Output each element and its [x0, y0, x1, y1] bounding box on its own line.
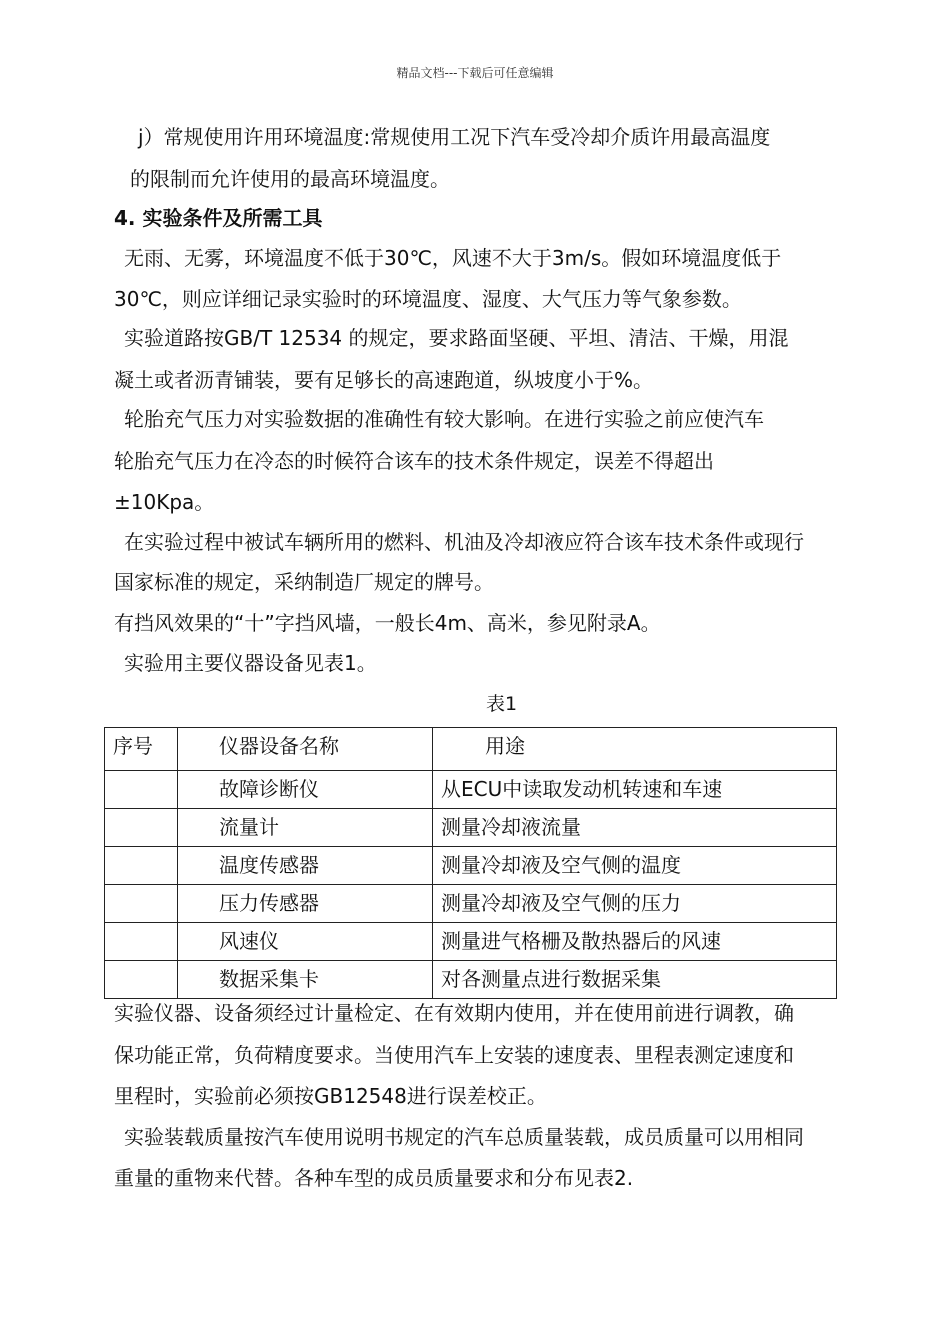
- header-cell: 序号: [105, 728, 178, 771]
- table-cell: 风速仪: [178, 923, 433, 961]
- paragraph-line: 凝土或者沥青铺装，要有足够长的高速跑道，纵坡度小于%。: [114, 368, 654, 392]
- paragraph-line: ±10Kpa。: [114, 490, 215, 514]
- table-header-row: [105, 728, 837, 771]
- table-cell: 压力传感器: [178, 885, 433, 923]
- table-row: [105, 809, 837, 847]
- paragraph-line: 实验用主要仪器设备见表1。: [124, 651, 377, 675]
- table-caption: 表1: [486, 693, 518, 715]
- table-cell: 测量冷却液及空气侧的温度: [433, 847, 837, 885]
- equipment-table: [104, 727, 837, 999]
- paragraph-line: 的限制而允许使用的最高环境温度。: [130, 167, 450, 191]
- paragraph-line: 在实验过程中被试车辆所用的燃料、机油及冷却液应符合该车技术条件或现行: [124, 530, 804, 554]
- page-header: 精品文档---下载后可任意编辑: [396, 66, 554, 80]
- section-heading: 4. 实验条件及所需工具: [114, 206, 323, 230]
- table-row: [105, 847, 837, 885]
- table-cell: 对各测量点进行数据采集: [433, 961, 837, 999]
- header-cell: 用途: [433, 728, 837, 771]
- paragraph-line: 保功能正常，负荷精度要求。当使用汽车上安装的速度表、里程表测定速度和: [114, 1043, 794, 1067]
- paragraph-line: j）常规使用许用环境温度:常规使用工况下汽车受冷却介质许用最高温度: [138, 125, 771, 149]
- table-cell: 流量计: [178, 809, 433, 847]
- paragraph-line: 里程时，实验前必须按GB12548进行误差校正。: [114, 1084, 547, 1108]
- paragraph-line: 30℃，则应详细记录实验时的环境温度、湿度、大气压力等气象参数。: [114, 287, 742, 311]
- paragraph-line: 有挡风效果的“十”字挡风墙，一般长4m、高米，参见附录A。: [114, 611, 661, 635]
- table-cell: [105, 809, 178, 847]
- paragraph-line: 实验仪器、设备须经过计量检定、在有效期内使用，并在使用前进行调教，确: [114, 1001, 794, 1025]
- header-cell: 仪器设备名称: [178, 728, 433, 771]
- table-cell: [105, 847, 178, 885]
- table-cell: 从ECU中读取发动机转速和车速: [433, 771, 837, 809]
- table-row: [105, 923, 837, 961]
- table-cell: [105, 923, 178, 961]
- table-row: [105, 885, 837, 923]
- table-cell: [105, 885, 178, 923]
- table-cell: 测量进气格栅及散热器后的风速: [433, 923, 837, 961]
- table-row: [105, 961, 837, 999]
- table-cell: 测量冷却液流量: [433, 809, 837, 847]
- table-row: [105, 771, 837, 809]
- table-cell: 温度传感器: [178, 847, 433, 885]
- paragraph-line: 实验道路按GB/T 12534 的规定，要求路面坚硬、平坦、清洁、干燥，用混: [124, 326, 789, 350]
- table-cell: [105, 771, 178, 809]
- paragraph-line: 实验装载质量按汽车使用说明书规定的汽车总质量装载，成员质量可以用相同: [124, 1125, 804, 1149]
- paragraph-line: 无雨、无雾，环境温度不低于30℃，风速不大于3m/s。假如环境温度低于: [124, 246, 782, 270]
- paragraph-line: 国家标准的规定，采纳制造厂规定的牌号。: [114, 570, 494, 594]
- paragraph-line: 轮胎充气压力在冷态的时候符合该车的技术条件规定，误差不得超出: [114, 449, 714, 473]
- paragraph-line: 轮胎充气压力对实验数据的准确性有较大影响。在进行实验之前应使汽车: [124, 407, 764, 431]
- paragraph-line: 重量的重物来代替。各种车型的成员质量要求和分布见表2.: [114, 1166, 634, 1190]
- table-cell: 测量冷却液及空气侧的压力: [433, 885, 837, 923]
- table-cell: 故障诊断仪: [178, 771, 433, 809]
- table-cell: [105, 961, 178, 999]
- table-cell: 数据采集卡: [178, 961, 433, 999]
